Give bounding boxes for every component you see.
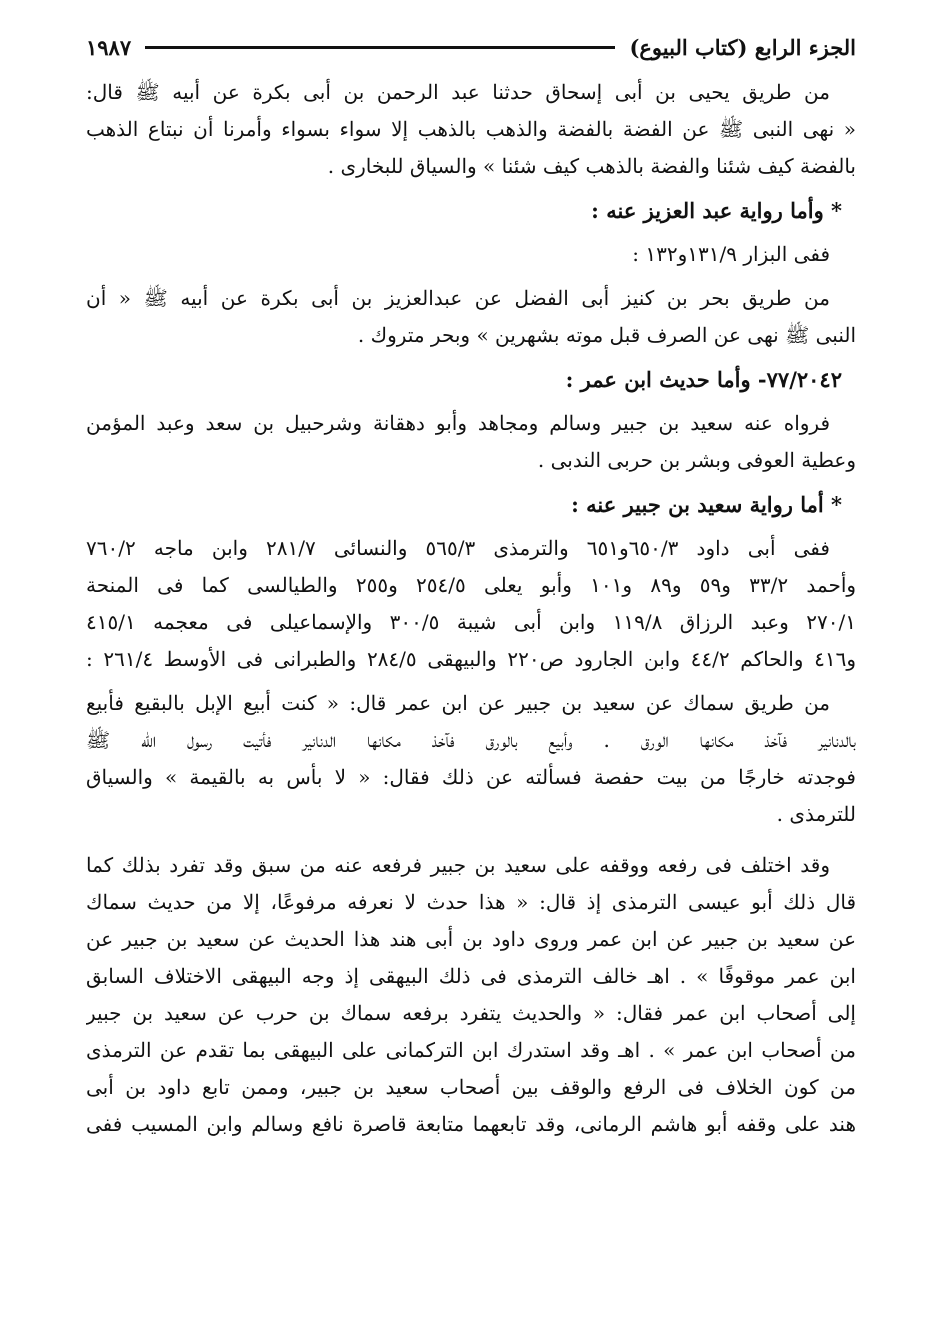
book-page (86, 30, 856, 1315)
text-line: وأحمد ٣٣/٢ و٥٩ و٨٩ و١٠١ وأبو يعلى ٢٥٤/٥ و٢٥٥ والطيالسى كما فى المنحة (86, 573, 856, 597)
text-line: من كون الخلاف فى الرفع والوقف بين أصحاب سعيد بن جبير، وممن تابع داود بن أبى (86, 1075, 856, 1099)
text-line: ففى أبى داود ٦٥٠/٣و٦٥١ والترمذى ٥٦٥/٣ والنسائى ٢٨١/٧ وابن ماجه ٧٦٠/٢ (86, 536, 830, 560)
text-line: فوجدته خارجًا من بيت حفصة فسألته عن ذلك فقال: « لا بأس به بالقيمة » والسياق (86, 765, 856, 789)
page-number: ١٩٨٧ (86, 34, 132, 60)
text-line: من أصحاب ابن عمر » . اهـ وقد استدرك ابن التركمانى على البيهقى بما تقدم عن الترمذى (86, 1038, 856, 1062)
section-heading: * وأما رواية عبد العزيز عنه : (591, 198, 842, 223)
page-header (86, 30, 856, 64)
text-line: ابن عمر موقوفًا » . اهـ خالف الترمذى فى ذلك البيهقى إذ وجه البيهقى الاختلاف السابق (86, 964, 856, 988)
text-line: و٤١٦ والحاكم ٤٤/٢ وابن الجارود ص٢٢٠ والبيهقى ٢٨٤/٥ والطبرانى فى الأوسط ٢٦١/٤ : (86, 647, 856, 671)
text-line: وعطية العوفى وبشر بن حربى الندبى . (537, 448, 856, 472)
text-line: للترمذى . (776, 802, 856, 826)
text-line: إلى أصحاب ابن عمر فقال: « والحديث يتفرد برفعه سماك بن حرب عن سعيد بن جبير (86, 1001, 856, 1025)
running-title: الجزء الرابع (كتاب البيوع) (629, 34, 856, 60)
text-line: بالفضة كيف شئنا والفضة بالذهب كيف شئنا » والسياق للبخارى . (327, 154, 856, 178)
text-line: ٢٧٠/١ وعبد الرزاق ١١٩/٨ وابن أبى شيبة ٣٠٠/٥ والإسماعيلى فى معجمه ٤١٥/١ (86, 610, 856, 634)
text-line: من طريق سماك عن سعيد بن جبير عن ابن عمر قال: « كنت أبيع الإبل بالبقيع فأبيع (86, 691, 830, 715)
text-line: هند على وقفه أبو هاشم الرمانى، وقد تابعهما متابعة قاصرة نافع وسالم وابن المسيب ففى (86, 1112, 856, 1136)
text-line: النبى ﷺ نهى عن الصرف قبل موته بشهرين » وبحر متروك . (357, 323, 856, 347)
text-line: بالدنانير فآخذ مكانها الورق . وأبيع بالورق فآخذ مكانها الدنانير فأتيت رسول الله ﷺ (86, 728, 856, 752)
text-line: من طريق بحر بن كنيز أبى الفضل عن عبدالعزيز بن أبى بكرة عن أبيه ﷺ « أن (86, 286, 830, 310)
section-heading: * أما رواية سعيد بن جبير عنه : (571, 492, 842, 517)
text-line: ففى البزار ١٣١/٩و١٣٢ : (632, 242, 830, 266)
section-heading: ٧٧/٢٠٤٢- وأما حديث ابن عمر : (565, 367, 842, 392)
text-line: عن سعيد بن جبير عن ابن عمر وروى داود بن أبى هند هذا الحديث عن سعيد بن جبير عن (86, 927, 856, 951)
body-text (86, 74, 856, 1143)
text-line: وقد اختلف فى رفعه ووقفه على سعيد بن جبير فرفعه عنه من سبق وقد تفرد بذلك كما (86, 853, 830, 877)
text-line: قال ذلك أبو عيسى الترمذى إذ قال: « هذا حدث لا نعرفه مرفوعًا، إلا من حديث سماك (86, 890, 856, 914)
header-rule (145, 46, 615, 49)
text-line: فرواه عنه سعيد بن جبير وسالم ومجاهد وأبو دهقانة وشرحبيل بن سعد وعبد المؤمن (86, 411, 830, 435)
text-line: من طريق يحيى بن أبى إسحاق حدثنا عبد الرحمن بن أبى بكرة عن أبيه ﷺ قال: (86, 80, 830, 104)
text-line: « نهى النبى ﷺ عن الفضة بالفضة والذهب بالذهب إلا سواء بسواء وأمرنا أن نبتاع الذهب (86, 117, 856, 141)
